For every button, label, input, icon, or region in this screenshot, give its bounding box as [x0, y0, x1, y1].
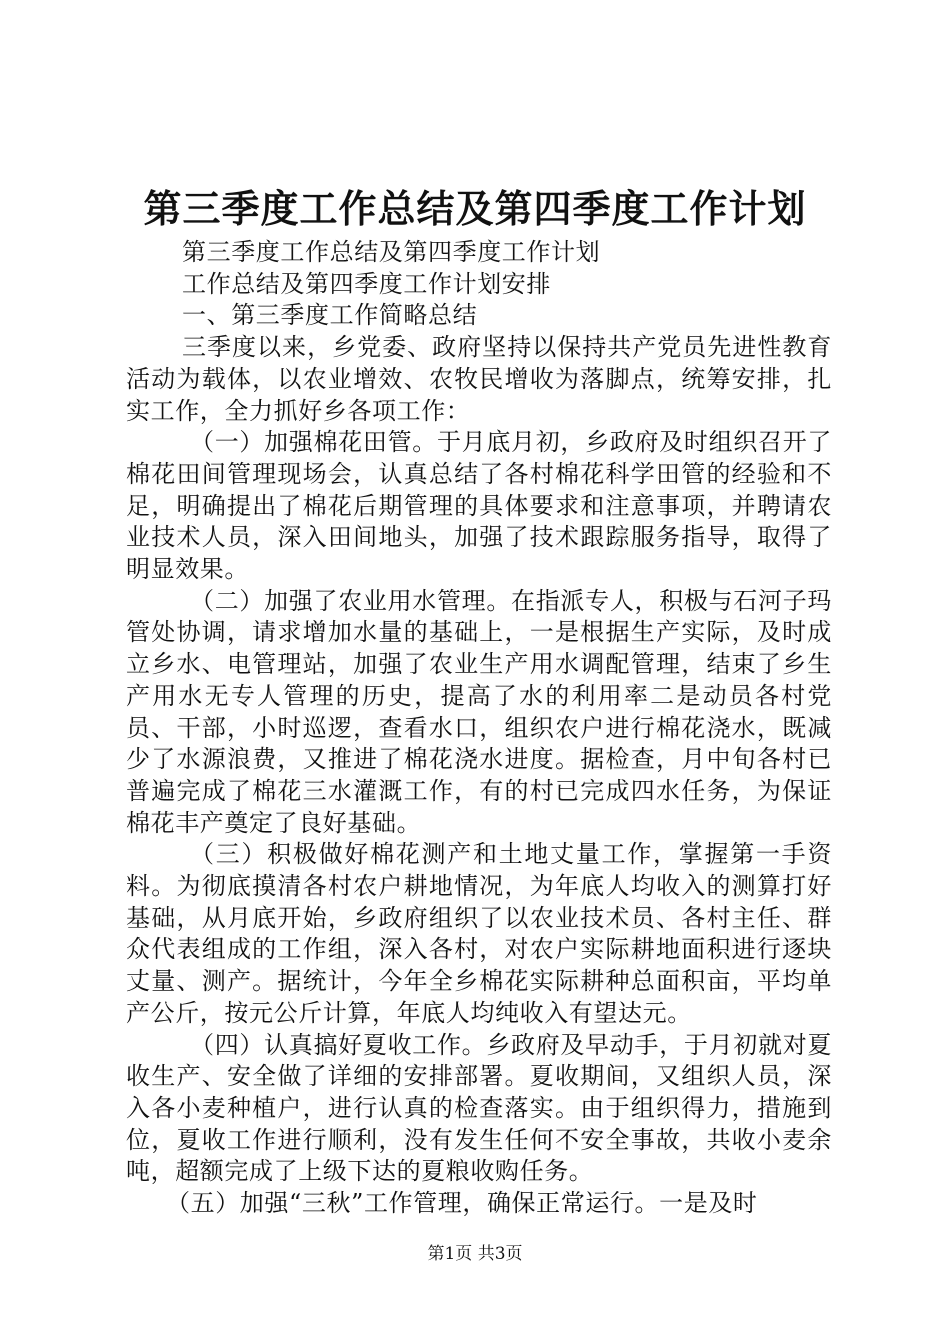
section-heading: 一、第三季度工作简略总结 — [182, 301, 478, 330]
page-footer: 第1页 共3页 — [427, 1244, 523, 1264]
body-paragraph: （四）认真搞好夏收工作。乡政府及早动手，于月初就对夏收生产、安全做了详细的安排部署。夏收期间，又组织人员，深入各小麦种植户，进行认真的检查落实。由于组织得力，措施到位，夏收工作进行顺利，没有发生任何不安全事故，共收小麦余吨，超额完成了上级下达的夏粮收购任务。 — [126, 1030, 832, 1186]
body-paragraph: （一）加强棉花田管。于月底月初，乡政府及时组织召开了棉花田间管理现场会，认真总结了各村棉花科学田管的经验和不足，明确提出了棉花后期管理的具体要求和注意事项，并聘请农业技术人员，深入田间地头，加强了技术跟踪服务指导，取得了明显效果。 — [126, 428, 832, 584]
body-paragraph: 三季度以来，乡党委、政府坚持以保持共产党员先进性教育活动为载体，以农业增效、农牧民增收为落脚点，统筹安排，扎实工作，全力抓好乡各项工作： — [126, 333, 832, 425]
document-title: 第三季度工作总结及第四季度工作计划 — [143, 186, 807, 231]
subtitle-line: 第三季度工作总结及第四季度工作计划 — [182, 238, 601, 266]
subtitle-line: 工作总结及第四季度工作计划安排 — [182, 269, 551, 298]
body-paragraph: （五）加强“三秋”工作管理，确保正常运行。一是及时 — [166, 1189, 758, 1218]
body-paragraph: （二）加强了农业用水管理。在指派专人，积极与石河子玛管处协调，请求增加水量的基础上，一是根据生产实际，及时成立乡水、电管理站，加强了农业生产用水调配管理，结束了乡生产用水无专人管理的历史，提高了水的利用率二是动员各村党员、干部，小时巡逻，查看水口，组织农户进行棉花浇水，既减少了水源浪费，又推进了棉花浇水进度。据检查，月中旬各村已普遍完成了棉花三水灌溉工作，有的村已完成四水任务，为保证棉花丰产奠定了良好基础。 — [126, 586, 832, 837]
body-paragraph: （三）积极做好棉花测产和土地丈量工作，掌握第一手资料。为彻底摸清各村农户耕地情况，为年底人均收入的测算打好基础，从月底开始，乡政府组织了以农业技术员、各村主任、群众代表组成的工作组，深入各村，对农户实际耕地面积进行逐块丈量、测产。据统计，今年全乡棉花实际耕种总面积亩，平均单产公斤，按元公斤计算，年底人均纯收入有望达元。 — [126, 840, 832, 1027]
document-body — [126, 237, 832, 1220]
